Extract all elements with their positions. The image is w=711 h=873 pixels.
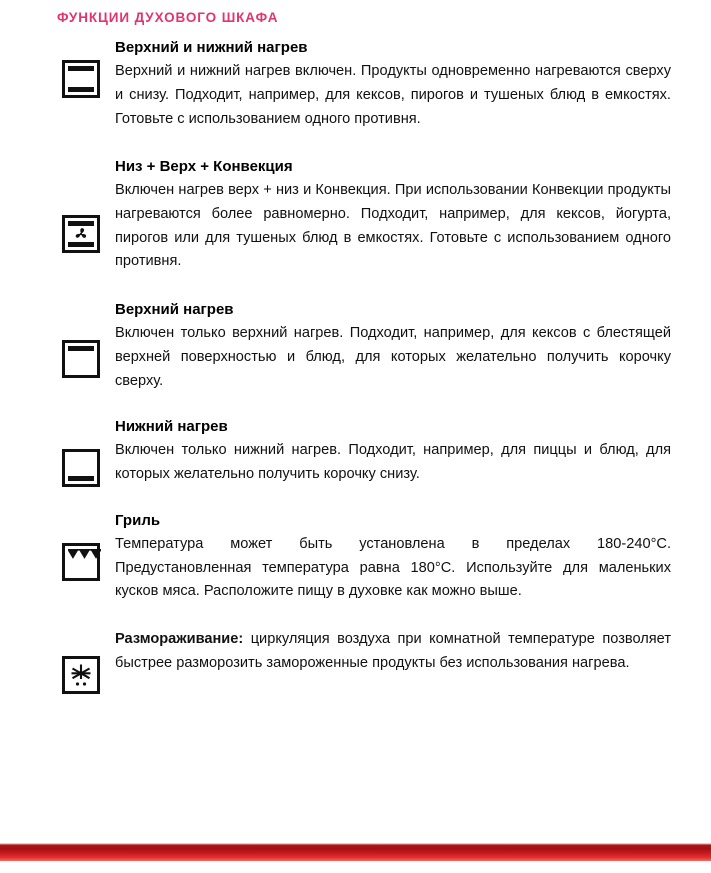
bottom-heat-bar bbox=[68, 87, 94, 92]
oven-square-shape bbox=[62, 340, 100, 378]
oven-convection-icon bbox=[62, 215, 102, 255]
bottom-heat-bar bbox=[68, 476, 94, 481]
fan-icon bbox=[72, 225, 90, 243]
entry-body: Включен только верхний нагрев. Подходит, например, для кексов с блестящей верхней поверхностью и блюд, для которых желательно получить корочку сверху. bbox=[115, 325, 671, 389]
entry-heading: Верхний нагрев bbox=[115, 300, 234, 318]
oven-square-shape bbox=[62, 60, 100, 98]
entry-heading: Гриль bbox=[115, 511, 161, 529]
footer-accent-bar bbox=[0, 843, 711, 861]
oven-bottom-heat-icon bbox=[62, 449, 102, 489]
oven-square-shape bbox=[62, 543, 100, 581]
entry-body: Включен только нижний нагрев. Подходит, например, для пиццы и блюд, для которых желательно получить корочку снизу. bbox=[115, 442, 671, 483]
entry-body: Температура может быть установлена в пределах 180-240°C. Предустановленная температура равна 180°C. Используйте для маленьких кусков мяса. Расположите пищу в духовке как можно выше. bbox=[115, 535, 671, 600]
oven-square-shape bbox=[62, 215, 100, 253]
list-item bbox=[0, 38, 711, 131]
list-item bbox=[0, 300, 711, 393]
entry-body: Верхний и нижний нагрев включен. Продукты одновременно нагреваются сверху и снизу. Подходит, например, для кексов, пирогов и тушеных блюд в емкостях. Готовьте с использованием одного противня. bbox=[115, 63, 671, 127]
list-item bbox=[0, 511, 711, 604]
oven-defrost-icon bbox=[62, 656, 102, 696]
grill-teeth-icon bbox=[68, 549, 101, 560]
footer-margin bbox=[0, 861, 711, 873]
entry-heading: Нижний нагрев bbox=[115, 418, 228, 436]
list-item bbox=[0, 417, 711, 487]
snowflake-icon bbox=[68, 662, 94, 688]
entry-heading: Верхний и нижний нагрев bbox=[115, 39, 308, 56]
oven-square-shape bbox=[62, 656, 100, 694]
list-item bbox=[0, 157, 711, 274]
top-heat-bar bbox=[68, 66, 94, 71]
entry-heading: Размораживание: bbox=[115, 630, 244, 647]
list-item bbox=[0, 628, 711, 675]
entry-heading: Низ + Верх + Конвекция bbox=[115, 158, 293, 176]
entry-body bbox=[115, 628, 671, 675]
entry-body-text: циркуляция воздуха при комнатной температуре позволяет быстрее разморозить замороженные продукты без использования нагрева. bbox=[115, 630, 671, 671]
functions-list bbox=[0, 38, 711, 697]
page-title: ФУНКЦИИ ДУХОВОГО ШКАФА bbox=[57, 10, 279, 25]
top-heat-bar bbox=[68, 346, 94, 351]
oven-top-bottom-heat-icon bbox=[62, 60, 102, 100]
oven-grill-icon bbox=[62, 543, 102, 583]
entry-body: Включен нагрев верх + низ и Конвекция. При использовании Конвекции продукты нагреваются более равномерно. Подходит, например, для кексов, йогурта, пирогов или для тушеных блюд в емкостях. Готовьте с использованием одного противня. bbox=[115, 182, 671, 270]
oven-top-heat-icon bbox=[62, 340, 102, 380]
oven-square-shape bbox=[62, 449, 100, 487]
